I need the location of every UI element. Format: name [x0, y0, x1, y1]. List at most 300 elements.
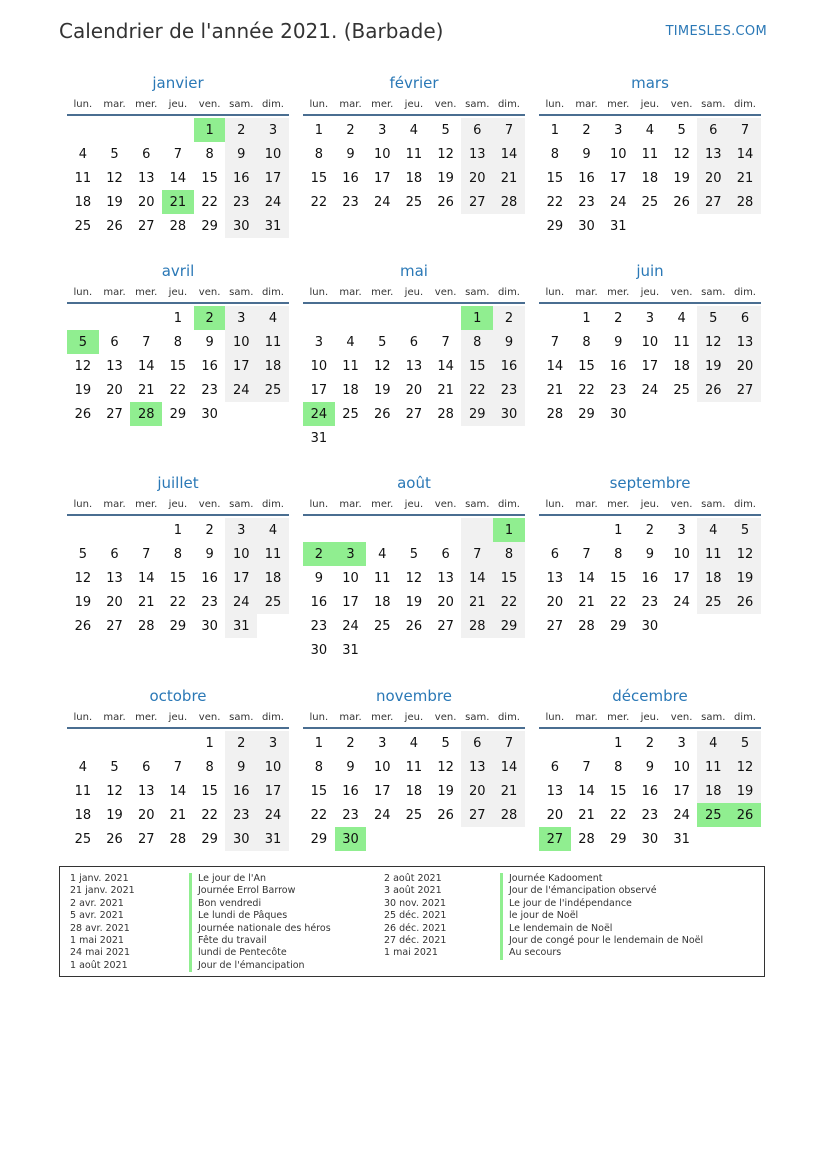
day-cell: 29	[609, 618, 627, 634]
day-cell: 22	[461, 378, 493, 402]
day-cell: 30	[201, 618, 218, 634]
weekday-label: dim.	[497, 498, 520, 510]
holiday-day-cell: 30	[335, 827, 367, 851]
legend-date: 27 déc. 2021	[384, 934, 447, 946]
weekday-label: mar.	[339, 711, 362, 723]
month-mars	[539, 72, 761, 238]
empty-day-cell	[335, 306, 367, 330]
day-cell: 30	[493, 402, 525, 426]
weekday-header	[303, 94, 525, 116]
weekday-label: dim.	[733, 711, 756, 723]
day-cell: 27	[106, 406, 123, 422]
day-cell: 18	[74, 194, 92, 210]
day-cell: 18	[373, 594, 391, 610]
day-cell: 19	[697, 354, 729, 378]
weekday-header	[67, 282, 289, 304]
day-cell: 13	[461, 755, 493, 779]
day-cell: 4	[257, 306, 289, 330]
day-cell: 26	[106, 831, 123, 847]
day-cell: 21	[729, 166, 761, 190]
day-cell: 22	[493, 590, 525, 614]
day-cell: 9	[346, 146, 355, 162]
day-cell: 2	[225, 118, 257, 142]
weekday-label: sam.	[701, 286, 726, 298]
day-cell: 17	[225, 354, 257, 378]
day-cell: 27	[405, 406, 423, 422]
empty-day-cell	[67, 518, 99, 542]
legend-date: 1 mai 2021	[70, 934, 124, 946]
day-cell: 16	[225, 166, 257, 190]
day-cell: 8	[205, 146, 214, 162]
empty-day-cell	[99, 118, 131, 142]
empty-day-cell	[366, 518, 398, 542]
day-cell: 24	[609, 194, 627, 210]
day-cell: 21	[437, 382, 454, 398]
day-cell: 13	[106, 570, 123, 586]
day-cell: 26	[437, 194, 454, 210]
legend-holiday-name: Bon vendredi	[189, 898, 331, 910]
weekday-label: jeu.	[404, 98, 424, 110]
weekday-label: dim.	[261, 711, 284, 723]
weekday-label: sam.	[701, 711, 726, 723]
day-cell: 22	[578, 382, 595, 398]
day-cell: 10	[641, 334, 659, 350]
weekday-label: ven.	[434, 286, 457, 298]
day-cell: 27	[546, 618, 564, 634]
day-cell: 15	[609, 783, 627, 799]
day-cell: 17	[257, 166, 289, 190]
day-cell: 21	[493, 779, 525, 803]
day-cell: 19	[437, 783, 454, 799]
weekday-label: sam.	[465, 498, 490, 510]
day-cell: 2	[346, 735, 355, 751]
day-cell: 15	[310, 783, 328, 799]
day-cell: 4	[409, 122, 419, 138]
day-cell: 3	[677, 735, 686, 751]
legend-holiday-name: lundi de Pentecôte	[189, 947, 331, 959]
day-cell: 11	[673, 334, 690, 350]
day-cell: 17	[609, 170, 627, 186]
empty-day-cell	[99, 731, 131, 755]
empty-day-cell	[571, 518, 603, 542]
day-cell: 30	[201, 406, 218, 422]
day-grid	[303, 516, 525, 662]
weekday-label: mar.	[103, 711, 126, 723]
day-cell: 7	[173, 146, 183, 162]
day-grid	[67, 116, 289, 238]
weekday-label: ven.	[670, 286, 693, 298]
day-cell: 19	[74, 594, 92, 610]
day-cell: 17	[310, 382, 328, 398]
empty-day-cell	[335, 518, 367, 542]
weekday-label: jeu.	[168, 711, 188, 723]
day-cell: 14	[169, 170, 187, 186]
legend-holiday-name: Au secours	[500, 947, 703, 959]
day-cell: 4	[346, 334, 355, 350]
day-cell: 9	[205, 334, 214, 350]
weekday-label: lun.	[545, 711, 565, 723]
day-cell: 7	[461, 542, 493, 566]
day-cell: 22	[609, 807, 627, 823]
day-cell: 4	[697, 518, 729, 542]
legend-holiday-name: Le jour de l'indépendance	[500, 898, 703, 910]
day-cell: 23	[609, 382, 627, 398]
day-cell: 23	[493, 378, 525, 402]
weekday-header	[303, 707, 525, 729]
legend-date: 1 mai 2021	[384, 947, 438, 959]
day-cell: 4	[677, 310, 686, 326]
day-cell: 24	[373, 807, 391, 823]
day-cell: 21	[137, 382, 155, 398]
legend-dates-left	[70, 873, 135, 972]
weekday-label: mer.	[135, 98, 158, 110]
day-cell: 3	[314, 334, 323, 350]
day-cell: 12	[673, 146, 690, 162]
day-cell: 18	[405, 170, 423, 186]
legend-date: 1 janv. 2021	[70, 873, 129, 884]
weekday-label: lun.	[309, 98, 329, 110]
day-cell: 6	[729, 306, 761, 330]
day-cell: 6	[142, 759, 151, 775]
day-cell: 31	[609, 218, 627, 234]
legend-date: 1 août 2021	[70, 959, 128, 971]
day-cell: 24	[225, 378, 257, 402]
holiday-day-cell: 2	[303, 542, 335, 566]
day-cell: 9	[346, 759, 355, 775]
day-cell: 10	[225, 330, 257, 354]
weekday-label: lun.	[73, 498, 93, 510]
day-cell: 31	[342, 642, 359, 658]
weekday-label: mer.	[371, 498, 394, 510]
day-cell: 12	[729, 542, 761, 566]
day-cell: 18	[641, 170, 659, 186]
day-cell: 12	[729, 755, 761, 779]
day-cell: 11	[74, 783, 92, 799]
day-cell: 20	[137, 194, 155, 210]
weekday-label: lun.	[545, 498, 565, 510]
day-cell: 25	[342, 406, 359, 422]
day-cell: 29	[493, 614, 525, 638]
empty-day-cell	[430, 306, 462, 330]
day-cell: 7	[441, 334, 450, 350]
weekday-label: ven.	[198, 98, 221, 110]
legend-holiday-name: Jour de l'émancipation	[189, 960, 331, 972]
weekday-label: dim.	[261, 498, 284, 510]
empty-day-cell	[67, 306, 99, 330]
day-cell: 4	[409, 735, 419, 751]
month-name: avril	[161, 262, 195, 280]
day-cell: 14	[578, 570, 595, 586]
day-cell: 25	[373, 618, 391, 634]
weekday-label: mar.	[103, 286, 126, 298]
day-cell: 20	[137, 807, 155, 823]
weekday-label: mer.	[371, 711, 394, 723]
day-cell: 14	[169, 783, 187, 799]
day-cell: 24	[373, 194, 391, 210]
day-cell: 13	[405, 358, 423, 374]
day-cell: 15	[310, 170, 328, 186]
day-cell: 27	[729, 378, 761, 402]
day-cell: 25	[257, 378, 289, 402]
day-cell: 5	[729, 518, 761, 542]
weekday-label: mer.	[135, 711, 158, 723]
day-cell: 19	[729, 566, 761, 590]
empty-day-cell	[162, 731, 194, 755]
day-cell: 12	[74, 570, 92, 586]
day-cell: 23	[225, 803, 257, 827]
day-cell: 30	[310, 642, 328, 658]
empty-day-cell	[67, 118, 99, 142]
day-cell: 19	[74, 382, 92, 398]
day-cell: 21	[578, 594, 595, 610]
day-cell: 18	[257, 354, 289, 378]
day-cell: 14	[493, 142, 525, 166]
day-cell: 16	[225, 779, 257, 803]
weekday-label: mar.	[103, 98, 126, 110]
day-cell: 1	[173, 522, 183, 538]
holiday-day-cell: 27	[539, 827, 571, 851]
empty-day-cell	[303, 306, 335, 330]
empty-day-cell	[67, 731, 99, 755]
day-cell: 2	[645, 735, 655, 751]
weekday-label: ven.	[198, 286, 221, 298]
weekday-label: lun.	[309, 711, 329, 723]
day-cell: 12	[106, 170, 123, 186]
day-cell: 25	[405, 807, 423, 823]
day-cell: 26	[729, 590, 761, 614]
empty-day-cell	[461, 518, 493, 542]
weekday-label: dim.	[497, 98, 520, 110]
day-cell: 26	[74, 618, 92, 634]
empty-day-cell	[130, 306, 162, 330]
day-cell: 30	[641, 618, 659, 634]
legend-holiday-name: Fête du travail	[189, 935, 331, 947]
day-cell: 18	[257, 566, 289, 590]
month-février	[303, 72, 525, 214]
day-cell: 8	[614, 759, 623, 775]
weekday-label: dim.	[733, 98, 756, 110]
day-cell: 25	[74, 831, 92, 847]
day-cell: 26	[405, 618, 423, 634]
weekday-label: mer.	[135, 498, 158, 510]
day-cell: 14	[729, 142, 761, 166]
legend-names-left	[189, 873, 331, 972]
weekday-header	[67, 94, 289, 116]
day-cell: 20	[546, 807, 564, 823]
day-cell: 9	[314, 570, 323, 586]
day-cell: 20	[461, 779, 493, 803]
weekday-label: ven.	[670, 498, 693, 510]
day-cell: 12	[106, 783, 123, 799]
day-cell: 2	[225, 731, 257, 755]
day-cell: 13	[461, 142, 493, 166]
legend-date: 21 janv. 2021	[70, 885, 135, 897]
weekday-label: lun.	[73, 711, 93, 723]
day-cell: 12	[437, 759, 454, 775]
day-cell: 14	[546, 358, 564, 374]
weekday-label: jeu.	[640, 286, 660, 298]
day-cell: 4	[78, 759, 87, 775]
day-cell: 2	[205, 522, 214, 538]
legend-holiday-name: Jour de congé pour le lendemain de Noël	[500, 935, 703, 947]
holiday-day-cell: 28	[130, 402, 162, 426]
day-cell: 9	[493, 330, 525, 354]
day-cell: 4	[697, 731, 729, 755]
day-cell: 29	[546, 218, 564, 234]
day-cell: 20	[697, 166, 729, 190]
day-cell: 29	[578, 406, 595, 422]
weekday-label: lun.	[309, 498, 329, 510]
weekday-label: dim.	[733, 498, 756, 510]
weekday-label: jeu.	[640, 498, 660, 510]
weekday-label: jeu.	[404, 498, 424, 510]
empty-day-cell	[130, 518, 162, 542]
holiday-day-cell: 1	[461, 306, 493, 330]
day-cell: 2	[614, 310, 623, 326]
weekday-label: mar.	[575, 498, 598, 510]
weekday-label: mar.	[339, 498, 362, 510]
day-cell: 1	[173, 310, 183, 326]
brand-link[interactable]: TIMESLES.COM	[665, 24, 767, 39]
day-cell: 20	[405, 382, 423, 398]
day-cell: 26	[697, 378, 729, 402]
day-cell: 13	[546, 783, 564, 799]
day-cell: 16	[342, 170, 359, 186]
day-cell: 19	[106, 807, 123, 823]
day-cell: 18	[74, 807, 92, 823]
day-cell: 12	[373, 358, 391, 374]
weekday-label: lun.	[545, 98, 565, 110]
weekday-label: jeu.	[168, 498, 188, 510]
day-cell: 24	[673, 594, 690, 610]
empty-day-cell	[162, 118, 194, 142]
month-name: juillet	[157, 474, 199, 492]
day-cell: 3	[645, 310, 655, 326]
day-cell: 9	[225, 755, 257, 779]
day-cell: 18	[405, 783, 423, 799]
weekday-header	[539, 707, 761, 729]
month-octobre	[67, 685, 289, 851]
day-cell: 15	[169, 358, 187, 374]
day-cell: 10	[373, 759, 391, 775]
day-cell: 9	[614, 334, 623, 350]
weekday-label: ven.	[670, 98, 693, 110]
day-cell: 13	[137, 170, 155, 186]
day-cell: 4	[645, 122, 655, 138]
day-cell: 12	[437, 146, 454, 162]
day-cell: 7	[729, 118, 761, 142]
weekday-label: sam.	[229, 498, 254, 510]
month-name: octobre	[149, 687, 207, 705]
day-cell: 30	[578, 218, 595, 234]
day-cell: 25	[257, 590, 289, 614]
day-cell: 1	[614, 735, 623, 751]
day-cell: 5	[378, 334, 387, 350]
weekday-label: sam.	[465, 98, 490, 110]
day-cell: 27	[437, 618, 454, 634]
day-cell: 5	[697, 306, 729, 330]
holiday-day-cell: 25	[697, 803, 729, 827]
day-cell: 23	[310, 618, 328, 634]
day-cell: 28	[578, 618, 595, 634]
day-cell: 22	[546, 194, 564, 210]
day-cell: 1	[614, 522, 623, 538]
empty-day-cell	[539, 306, 571, 330]
weekday-header	[539, 94, 761, 116]
day-cell: 3	[225, 306, 257, 330]
day-cell: 15	[609, 570, 627, 586]
day-cell: 28	[729, 190, 761, 214]
day-cell: 10	[310, 358, 328, 374]
day-cell: 26	[437, 807, 454, 823]
day-cell: 27	[137, 218, 155, 234]
day-cell: 31	[673, 831, 690, 847]
day-cell: 18	[673, 358, 690, 374]
day-cell: 25	[673, 382, 690, 398]
legend-date: 5 avr. 2021	[70, 910, 124, 922]
day-cell: 8	[461, 330, 493, 354]
weekday-label: lun.	[73, 286, 93, 298]
legend-date: 24 mai 2021	[70, 947, 131, 959]
day-cell: 23	[641, 807, 659, 823]
legend-date: 2 avr. 2021	[70, 897, 124, 909]
month-name: février	[389, 74, 439, 92]
day-cell: 15	[169, 570, 187, 586]
day-cell: 26	[673, 194, 690, 210]
day-cell: 10	[342, 570, 359, 586]
weekday-label: dim.	[733, 286, 756, 298]
day-cell: 7	[142, 334, 151, 350]
day-cell: 30	[641, 831, 659, 847]
day-cell: 5	[677, 122, 686, 138]
month-name: septembre	[609, 474, 691, 492]
day-cell: 14	[137, 570, 155, 586]
day-cell: 24	[225, 590, 257, 614]
weekday-label: sam.	[465, 711, 490, 723]
day-cell: 13	[437, 570, 454, 586]
day-cell: 4	[257, 518, 289, 542]
day-cell: 1	[550, 122, 559, 138]
day-cell: 21	[493, 166, 525, 190]
holiday-day-cell: 3	[335, 542, 367, 566]
day-cell: 27	[461, 190, 493, 214]
day-cell: 8	[205, 759, 214, 775]
day-cell: 10	[373, 146, 391, 162]
day-cell: 7	[142, 546, 151, 562]
weekday-label: jeu.	[640, 711, 660, 723]
weekday-label: mer.	[371, 98, 394, 110]
day-cell: 3	[378, 122, 387, 138]
legend-holiday-name: Le lundi de Pâques	[189, 910, 331, 922]
day-cell: 10	[673, 759, 690, 775]
day-cell: 13	[137, 783, 155, 799]
day-cell: 28	[493, 190, 525, 214]
empty-day-cell	[539, 731, 571, 755]
day-cell: 18	[697, 779, 729, 803]
day-cell: 19	[729, 779, 761, 803]
empty-day-cell	[99, 518, 131, 542]
day-cell: 18	[342, 382, 359, 398]
weekday-label: dim.	[497, 286, 520, 298]
weekday-label: jeu.	[404, 286, 424, 298]
legend-date: 25 déc. 2021	[384, 910, 447, 922]
day-cell: 15	[493, 566, 525, 590]
day-cell: 1	[314, 122, 323, 138]
day-cell: 28	[169, 218, 187, 234]
day-cell: 30	[225, 214, 257, 238]
weekday-label: mer.	[607, 286, 630, 298]
day-cell: 10	[257, 755, 289, 779]
